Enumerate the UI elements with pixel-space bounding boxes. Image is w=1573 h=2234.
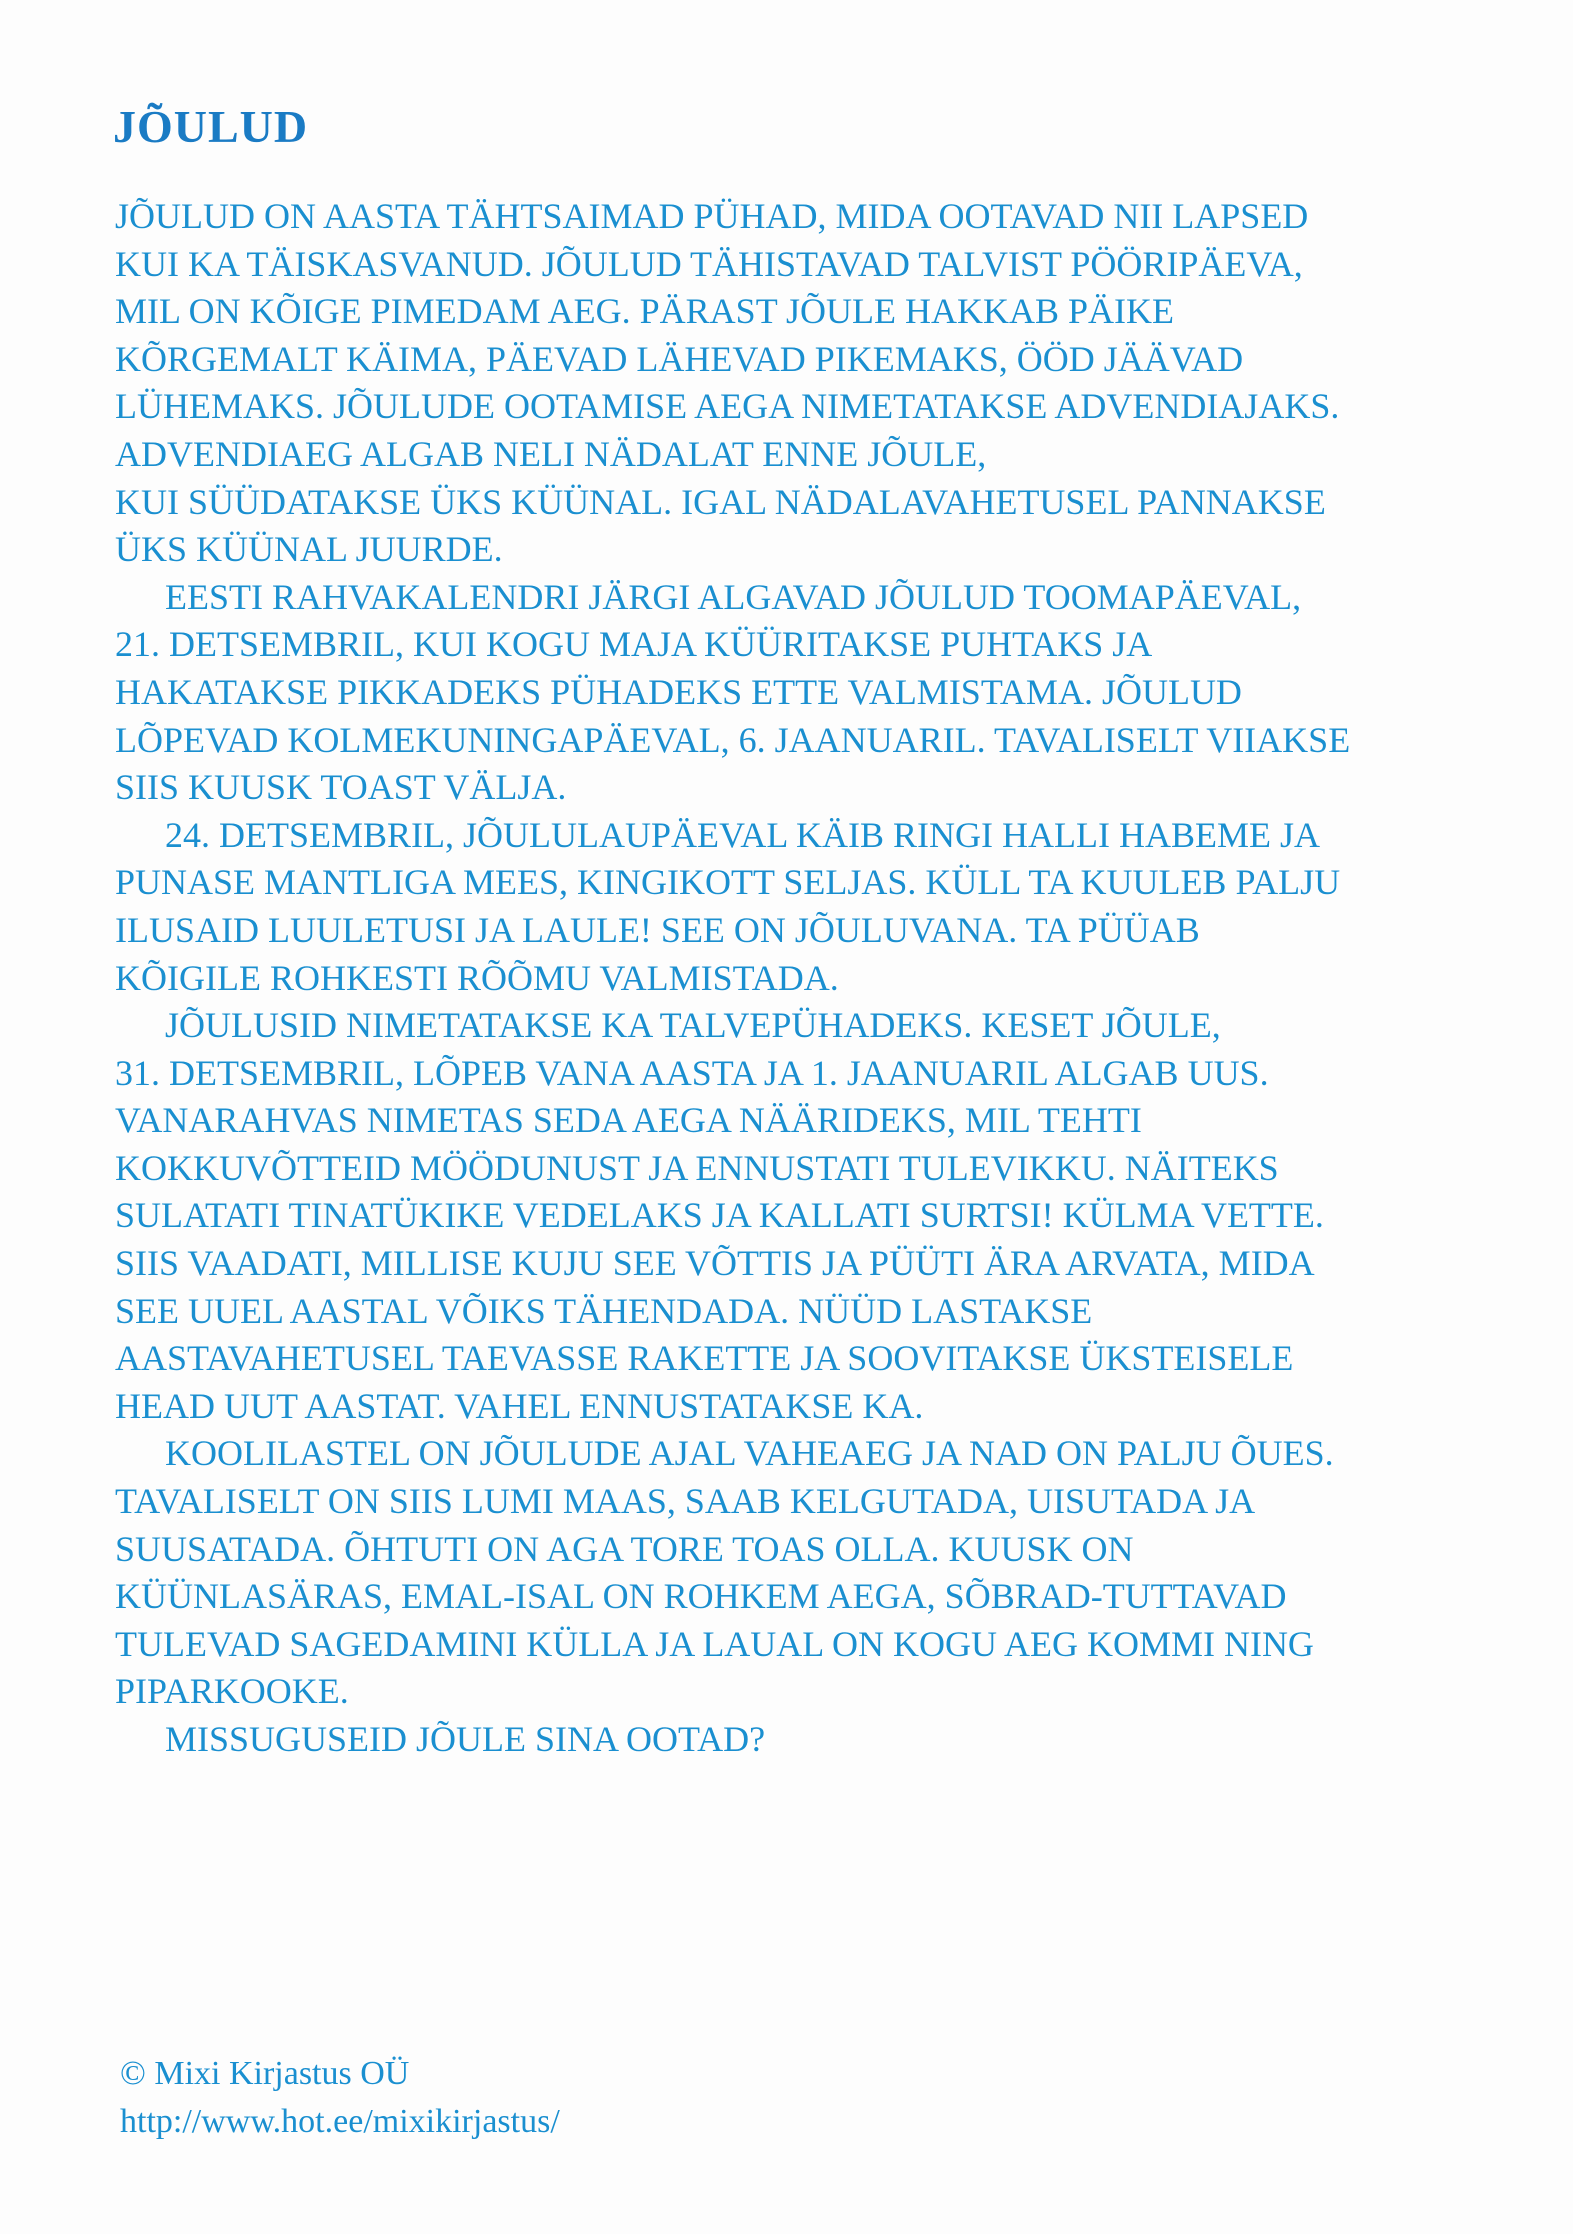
- text-line: KÕIGILE ROHKESTI RÕÕMU VALMISTADA.: [115, 957, 839, 998]
- text-line: LÜHEMAKS. JÕULUDE OOTAMISE AEGA NIMETATAKSE ADVENDIAJAKS.: [115, 386, 1340, 427]
- page-title: JÕULUD: [113, 101, 309, 152]
- text-line: HAKATAKSE PIKKADEKS PÜHADEKS ETTE VALMISTAMA. JÕULUD: [115, 671, 1242, 712]
- text-line: PUNASE MANTLIGA MEES, KINGIKOTT SELJAS. KÜLL TA KUULEB PALJU: [115, 862, 1341, 903]
- publisher-url: http://www.hot.ee/mixikirjastus/: [120, 2103, 560, 2140]
- article-body: [115, 193, 1455, 1764]
- text-line: MIL ON KÕIGE PIMEDAM AEG. PÄRAST JÕULE HAKKAB PÄIKE: [115, 291, 1175, 332]
- text-line: SEE UUEL AASTAL VÕIKS TÄHENDADA. NÜÜD LASTAKSE: [115, 1290, 1093, 1331]
- text-line: KÕRGEMALT KÄIMA, PÄEVAD LÄHEVAD PIKEMAKS, ÖÖD JÄÄVAD: [115, 338, 1244, 379]
- text-line: SUUSATADA. ÕHTUTI ON AGA TORE TOAS OLLA. KUUSK ON: [115, 1528, 1134, 1569]
- text-line: SIIS VAADATI, MILLISE KUJU SEE VÕTTIS JA PÜÜTI ÄRA ARVATA, MIDA: [115, 1243, 1315, 1284]
- text-line: KOOLILASTEL ON JÕULUDE AJAL VAHEAEG JA NAD ON PALJU ÕUES.: [165, 1433, 1334, 1474]
- text-line: 24. DETSEMBRIL, JÕULULAUPÄEVAL KÄIB RINGI HALLI HABEME JA: [165, 814, 1320, 855]
- text-line: 21. DETSEMBRIL, KUI KOGU MAJA KÜÜRITAKSE PUHTAKS JA: [115, 624, 1153, 665]
- text-line: VANARAHVAS NIMETAS SEDA AEGA NÄÄRIDEKS, MIL TEHTI: [115, 1100, 1142, 1141]
- text-line: ADVENDIAEG ALGAB NELI NÄDALAT ENNE JÕULE,: [115, 433, 987, 474]
- text-line: KUI SÜÜDATAKSE ÜKS KÜÜNAL. IGAL NÄDALAVAHETUSEL PANNAKSE: [115, 481, 1326, 522]
- text-line: KUI KA TÄISKASVANUD. JÕULUD TÄHISTAVAD TALVIST PÖÖRIPÄEVA,: [115, 243, 1303, 284]
- text-line: JÕULUSID NIMETATAKSE KA TALVEPÜHADEKS. KESET JÕULE,: [165, 1005, 1221, 1046]
- text-line: SULATATI TINATÜKIKE VEDELAKS JA KALLATI SURTSI! KÜLMA VETTE.: [115, 1195, 1324, 1236]
- text-line: EESTI RAHVAKALENDRI JÄRGI ALGAVAD JÕULUD TOOMAPÄEVAL,: [165, 576, 1302, 617]
- text-line: KÜÜNLASÄRAS, EMAL-ISAL ON ROHKEM AEGA, SÕBRAD-TUTTAVAD: [115, 1576, 1287, 1617]
- text-line: PIPARKOOKE.: [115, 1671, 349, 1712]
- text-line: JÕULUD ON AASTA TÄHTSAIMAD PÜHAD, MIDA OOTAVAD NII LAPSED: [115, 196, 1309, 236]
- text-line: TAVALISELT ON SIIS LUMI MAAS, SAAB KELGUTADA, UISUTADA JA: [115, 1481, 1256, 1522]
- text-line: SIIS KUUSK TOAST VÄLJA.: [115, 767, 567, 808]
- text-line: KOKKUVÕTTEID MÖÖDUNUST JA ENNUSTATI TULEVIKKU. NÄITEKS: [115, 1147, 1279, 1188]
- text-line: MISSUGUSEID JÕULE SINA OOTAD?: [165, 1719, 766, 1759]
- text-line: TULEVAD SAGEDAMINI KÜLLA JA LAUAL ON KOGU AEG KOMMI NING: [115, 1623, 1314, 1664]
- text-line: 31. DETSEMBRIL, LÕPEB VANA AASTA JA 1. JAANUARIL ALGAB UUS.: [115, 1052, 1269, 1093]
- footer: [120, 2050, 560, 2146]
- text-line: HEAD UUT AASTAT. VAHEL ENNUSTATAKSE KA.: [115, 1385, 924, 1426]
- text-line: ILUSAID LUULETUSI JA LAULE! SEE ON JÕULUVANA. TA PÜÜAB: [115, 909, 1200, 950]
- text-line: ÜKS KÜÜNAL JUURDE.: [115, 529, 503, 570]
- copyright-notice: © Mixi Kirjastus OÜ: [120, 2055, 410, 2092]
- text-line: LÕPEVAD KOLMEKUNINGAPÄEVAL, 6. JAANUARIL. TAVALISELT VIIAKSE: [115, 719, 1351, 760]
- text-line: AASTAVAHETUSEL TAEVASSE RAKETTE JA SOOVITAKSE ÜKSTEISELE: [115, 1338, 1294, 1379]
